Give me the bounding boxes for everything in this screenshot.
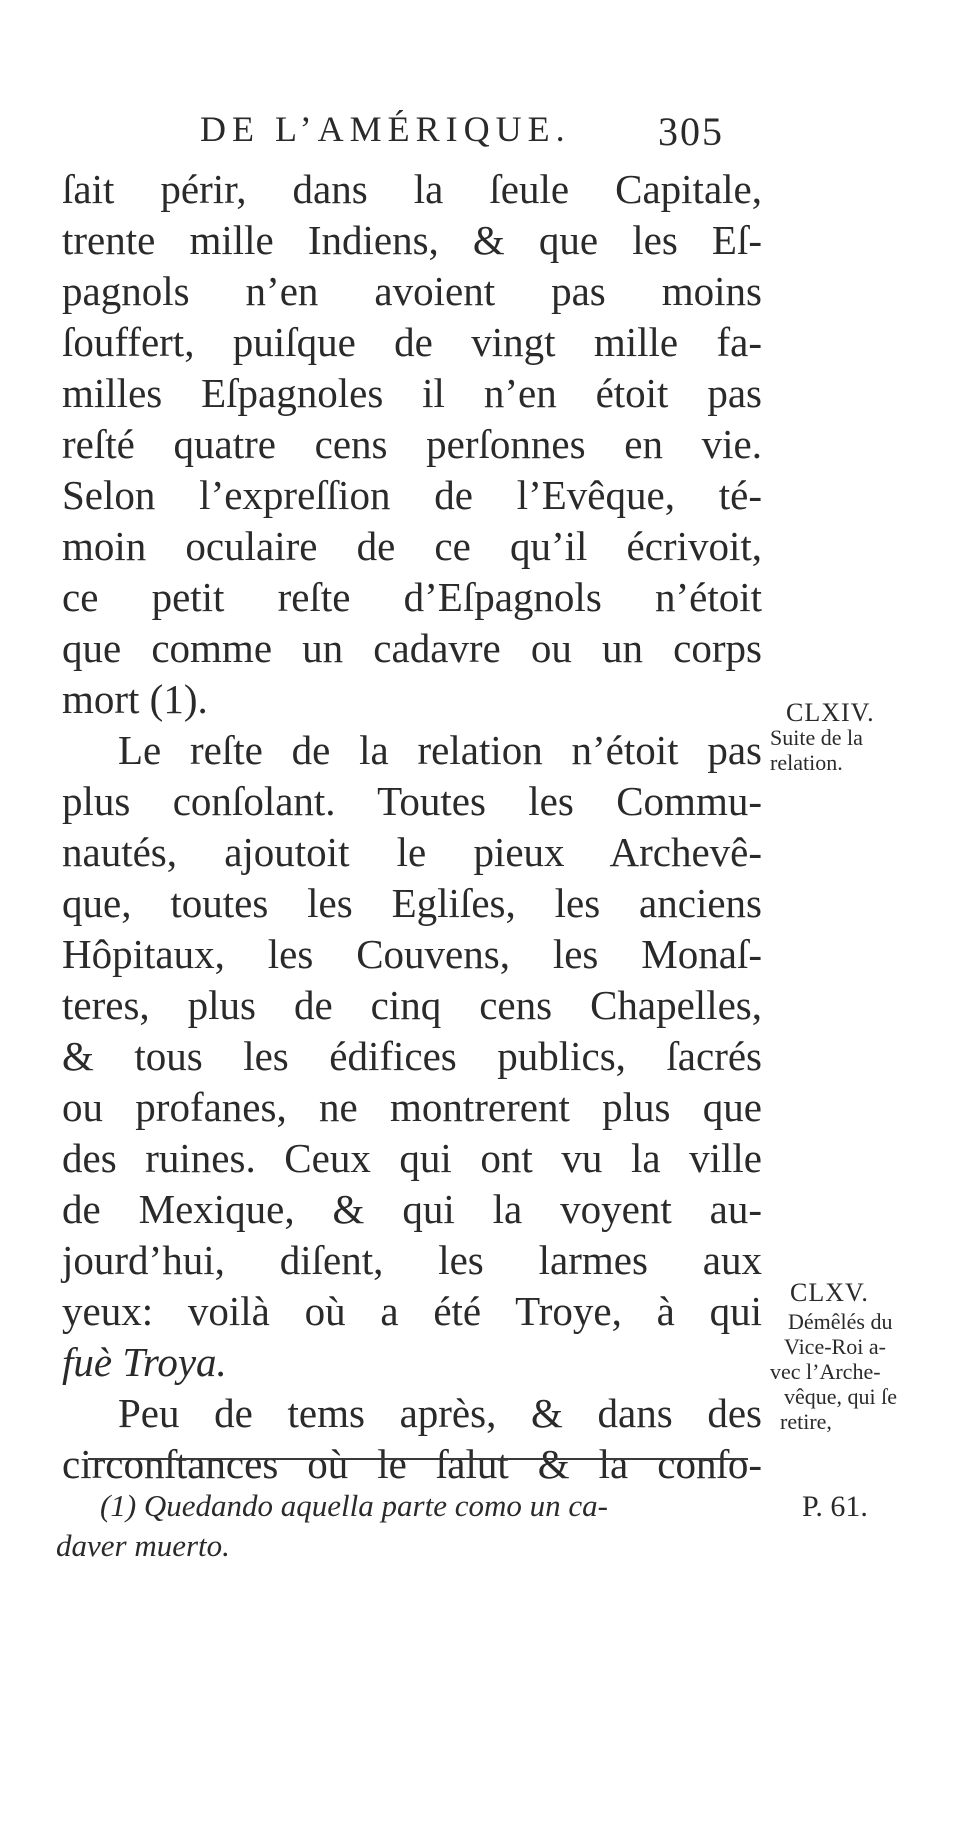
text-line: nautés, ajoutoit le pieux Archevê- [62, 829, 762, 875]
footnote [56, 1486, 750, 1566]
text-line: pagnols n’en avoient pas moins [62, 268, 762, 314]
text-line: teres, plus de cinq cens Chapelles, [62, 982, 762, 1028]
running-header [200, 108, 760, 160]
text-line: des ruines. Ceux qui ont vu la ville [62, 1135, 762, 1181]
text-line: ou profanes, ne montrerent plus que [62, 1084, 762, 1130]
margin-note-line: Vice-Roi a- [784, 1334, 886, 1359]
text-line: trente mille Indiens, & que les Eſ- [62, 217, 762, 263]
text-line: de Mexique, & qui la voyent au- [62, 1186, 762, 1232]
margin-note-number: CLXIV. [786, 698, 875, 727]
text-line: fuè Troya. [62, 1339, 227, 1385]
text-line: moin oculaire de ce qu’il écrivoit, [62, 523, 762, 569]
text-line: Hôpitaux, les Couvens, les Monaſ- [62, 931, 762, 977]
margin-note-line: retire, [780, 1409, 832, 1434]
margin-note-line: vec l’Arche- [770, 1359, 881, 1384]
text-line: reſté quatre cens perſonnes en vie. [62, 421, 762, 467]
text-line: plus conſolant. Toutes les Commu- [62, 778, 762, 824]
text-line: ſait périr, dans la ſeule Capitale, [62, 166, 762, 212]
text-line: milles Eſpagnoles il n’en étoit pas [62, 370, 762, 416]
running-title: DE L’AMÉRIQUE. [200, 109, 571, 149]
text-line: ce petit reſte d’Eſpagnols n’étoit [62, 574, 762, 620]
margin-note-clxv [770, 1280, 897, 1434]
text-line: Peu de tems après, & dans des [118, 1390, 762, 1436]
footnote-line: daver muerto. [56, 1528, 230, 1563]
margin-note-clxiv [770, 700, 875, 775]
margin-note-line: Démêlés du [788, 1309, 893, 1334]
margin-note-line: relation. [770, 750, 843, 775]
text-line: Selon l’expreſſion de l’Evêque, té- [62, 472, 762, 518]
text-line: circonſtances où le ſalut & la conſo- [62, 1441, 762, 1487]
page-number: 305 [658, 109, 724, 154]
footnote-rule [88, 1458, 748, 1460]
text-line: Le reſte de la relation n’étoit pas [118, 727, 762, 773]
footnote-source-reference: P. 61. [802, 1490, 868, 1523]
text-line: que comme un cadavre ou un corps [62, 625, 762, 671]
text-line: jourd’hui, diſent, les larmes aux [62, 1237, 762, 1283]
text-line: mort (1). [62, 676, 208, 722]
margin-note-number: CLXV. [790, 1278, 869, 1307]
text-line: ſouffert, puiſque de vingt mille fa- [62, 319, 762, 365]
text-line: & tous les édifices publics, ſacrés [62, 1033, 762, 1079]
main-text [62, 164, 762, 1490]
margin-note-line: vêque, qui ſe [784, 1384, 898, 1409]
margin-note-line: Suite de la [770, 725, 863, 750]
text-line: yeux: voilà où a été Troye, à qui [62, 1288, 762, 1334]
text-line: que, toutes les Egliſes, les anciens [62, 880, 762, 926]
footnote-line: (1) Quedando aquella parte como un ca- [100, 1488, 608, 1523]
